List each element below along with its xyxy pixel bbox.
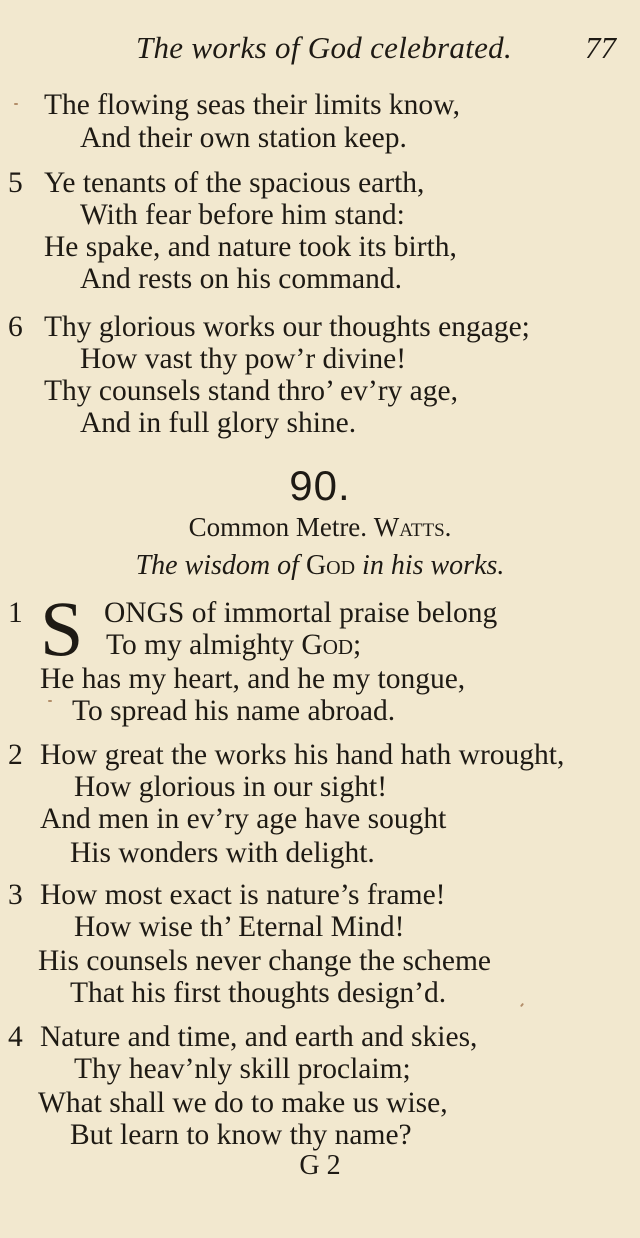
verse-number: 5 bbox=[8, 167, 23, 199]
verse-line: Thy heav’nly skill proclaim; bbox=[74, 1053, 411, 1085]
verse-line bbox=[106, 628, 361, 662]
subtitle-post: in his works. bbox=[362, 550, 505, 581]
verse-line: How wise th’ Eternal Mind! bbox=[74, 911, 405, 943]
verse-line: How glorious in our sight! bbox=[74, 771, 388, 803]
continuation-line-1: The flowing seas their limits know, bbox=[44, 89, 460, 121]
hymn-metre: Common Metre. bbox=[188, 512, 368, 542]
verse-line: His counsels never change the scheme bbox=[38, 945, 491, 977]
verse-line: But learn to know thy name? bbox=[70, 1119, 412, 1151]
verse-line: Nature and time, and earth and skies, bbox=[40, 1021, 478, 1053]
verse-number: 4 bbox=[8, 1021, 23, 1053]
subtitle-god: God bbox=[305, 550, 356, 581]
verse-line: Thy glorious works our thoughts engage; bbox=[44, 311, 530, 343]
verse-line: How great the works his hand hath wrought, bbox=[40, 739, 565, 771]
verse-line: He has my heart, and he my tongue, bbox=[40, 663, 466, 695]
verse-line: How vast thy pow’r divine! bbox=[80, 343, 407, 375]
continuation-line-2: And their own station keep. bbox=[80, 122, 407, 154]
verse-number: 3 bbox=[8, 879, 23, 911]
verse-line: ONGS of immortal praise belong bbox=[104, 597, 498, 629]
hymn-number: 90. bbox=[289, 462, 351, 509]
running-title: The works of God celebrated. bbox=[135, 30, 512, 65]
verse-line: To spread his name abroad. bbox=[72, 695, 396, 727]
verse-number: 2 bbox=[8, 739, 23, 771]
paper-speck bbox=[14, 103, 18, 105]
subtitle-pre: The wisdom of bbox=[135, 550, 299, 581]
verse-line: What shall we do to make us wise, bbox=[38, 1087, 448, 1119]
verse-line-god: God; bbox=[301, 629, 362, 661]
verse-line: And men in ev’ry age have sought bbox=[40, 803, 447, 835]
verse-number: 1 bbox=[8, 597, 23, 629]
signature-mark: G 2 bbox=[299, 1150, 341, 1181]
verse-number: 6 bbox=[8, 311, 23, 343]
verse-line: He spake, and nature took its birth, bbox=[44, 231, 457, 263]
page-header bbox=[0, 30, 640, 74]
hymn-metre-line bbox=[0, 512, 640, 543]
verse-line: Thy counsels stand thro’ ev’ry age, bbox=[44, 375, 458, 407]
verse-line: How most exact is nature’s frame! bbox=[40, 879, 446, 911]
verse-line: And in full glory shine. bbox=[80, 407, 357, 439]
hymn-subtitle bbox=[0, 550, 640, 582]
hymn-author: Watts. bbox=[373, 512, 452, 542]
paper-speck bbox=[48, 700, 52, 702]
verse-line: Ye tenants of the spacious earth, bbox=[44, 167, 425, 199]
verse-line: That his first thoughts design’d. bbox=[70, 977, 447, 1009]
verse-line: His wonders with delight. bbox=[70, 837, 375, 869]
verse-line-text: To my almighty bbox=[106, 629, 295, 661]
page-number: 77 bbox=[585, 30, 616, 65]
drop-cap: S bbox=[40, 585, 84, 672]
verse-line: With fear before him stand: bbox=[80, 199, 405, 231]
paper-speck bbox=[520, 1003, 524, 1007]
verse-line: And rests on his command. bbox=[80, 263, 403, 295]
